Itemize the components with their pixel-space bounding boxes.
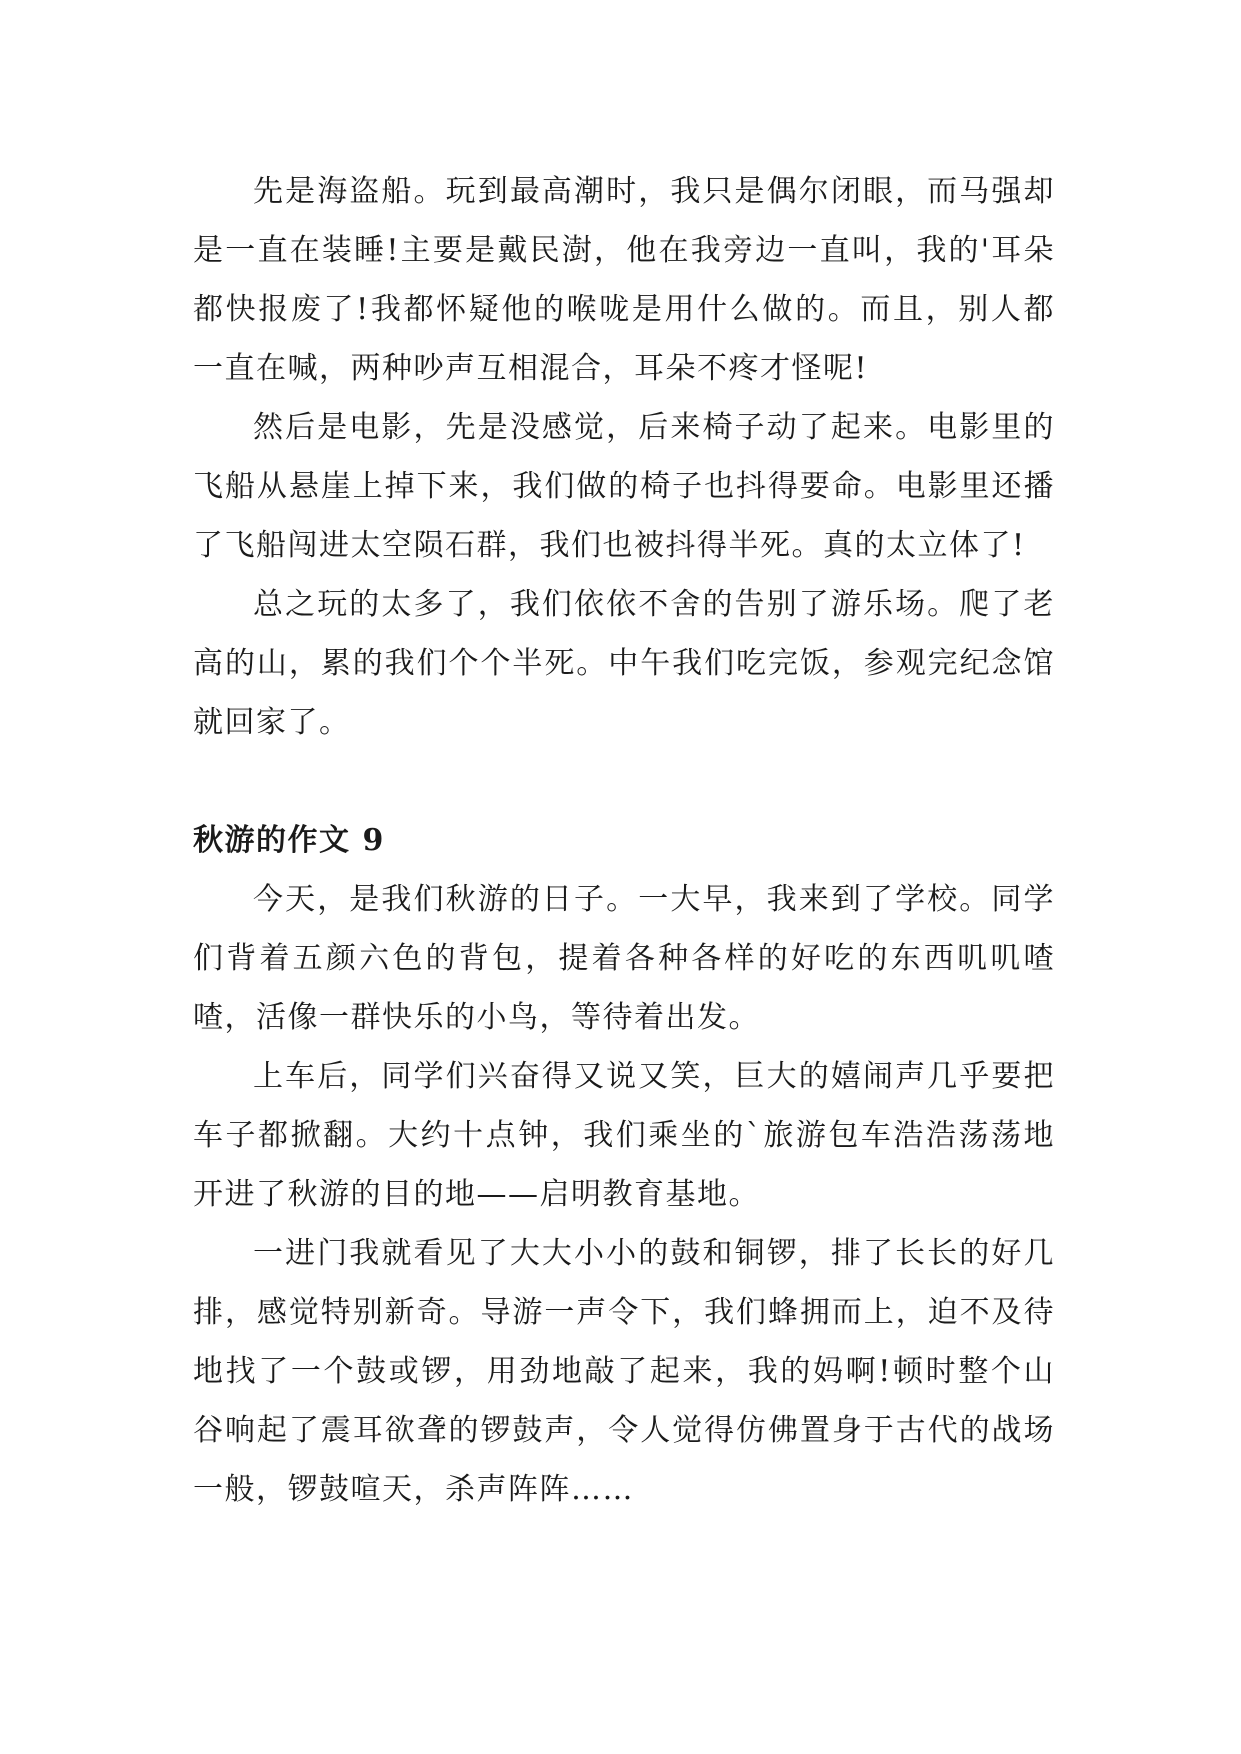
paragraph: 今天，是我们秋游的日子。一大早，我来到了学校。同学们背着五颜六色的背包，提着各种各样的好吃的东西叽叽喳喳，活像一群快乐的小鸟，等待着出发。 — [193, 882, 1055, 1035]
section-title: 秋游的作文 9 — [193, 823, 385, 858]
paragraph: 然后是电影，先是没感觉，后来椅子动了起来。电影里的飞船从悬崖上掉下来，我们做的椅子也抖得要命。电影里还播了飞船闯进太空陨石群，我们也被抖得半死。真的太立体了! — [193, 410, 1055, 563]
paragraph: 一进门我就看见了大大小小的鼓和铜锣，排了长长的好几排，感觉特别新奇。导游一声令下，我们蜂拥而上，迫不及待地找了一个鼓或锣，用劲地敲了起来，我的妈啊!顿时整个山谷响起了震耳欲聋的锣鼓声，令人觉得仿佛置身于古代的战场一般，锣鼓喧天，杀声阵阵…… — [193, 1236, 1055, 1507]
paragraph: 总之玩的太多了，我们依依不舍的告别了游乐场。爬了老高的山，累的我们个个半死。中午我们吃完饭，参观完纪念馆就回家了。 — [193, 587, 1055, 740]
document-page — [193, 162, 1055, 1519]
paragraph: 上车后，同学们兴奋得又说又笑，巨大的嬉闹声几乎要把车子都掀翻。大约十点钟，我们乘坐的`旅游包车浩浩荡荡地开进了秋游的目的地——启明教育基地。 — [193, 1059, 1055, 1212]
paragraph: 先是海盗船。玩到最高潮时，我只是偶尔闭眼，而马强却是一直在装睡!主要是戴民澍，他在我旁边一直叫，我的'耳朵都快报废了!我都怀疑他的喉咙是用什么做的。而且，别人都一直在喊，两种吵声互相混合，耳朵不疼才怪呢! — [193, 174, 1055, 386]
